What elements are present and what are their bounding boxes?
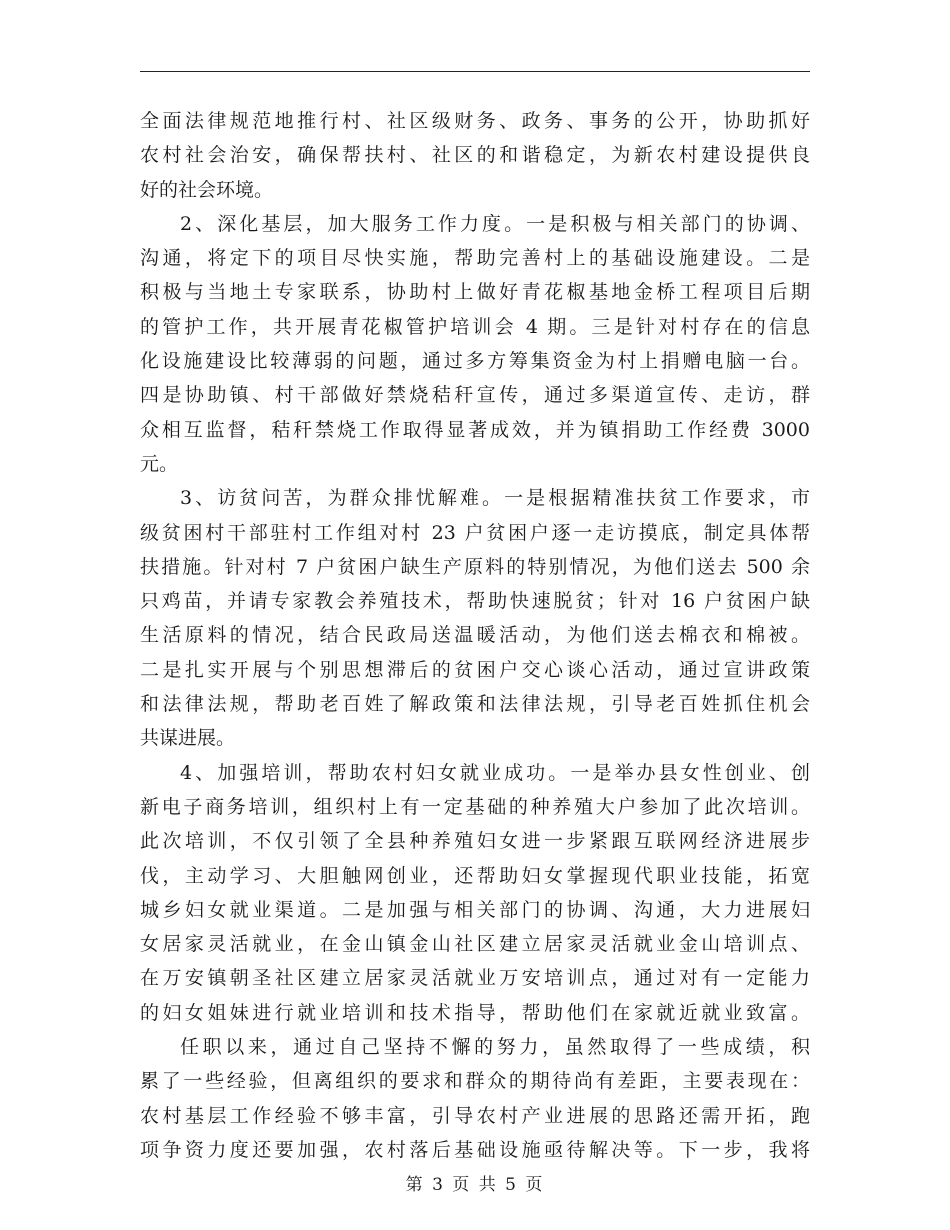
text-line: 化设施建设比较薄弱的问题，通过多方筹集资金为村上捐赠电脑一台。 <box>140 350 810 373</box>
text-line: 2、深化基层，加大服务工作力度。一是积极与相关部门的协调、 <box>180 212 810 235</box>
text-line: 城乡妇女就业渠道。二是加强与相关部门的协调、沟通，大力进展妇 <box>140 898 810 921</box>
text-line: 好的社会环境。 <box>140 178 274 201</box>
text-line: 任职以来，通过自己坚持不懈的努力，虽然取得了一些成绩，积 <box>180 1036 810 1059</box>
text-line: 农村社会治安，确保帮扶村、社区的和谐稳定，为新农村建设提供良 <box>140 144 810 167</box>
text-line: 3、访贫问苦，为群众排忧解难。一是根据精准扶贫工作要求，市 <box>180 487 810 510</box>
text-line: 全面法律规范地推行村、社区级财务、政务、事务的公开，协助抓好 <box>140 110 810 132</box>
text-line: 众相互监督，秸秆禁烧工作取得显著成效，并为镇捐助工作经费 3000 <box>140 418 810 441</box>
text-line: 扶措施。针对村 7 户贫困户缺生产原料的特别情况，为他们送去 500 余 <box>140 555 810 578</box>
text-line: 项争资力度还要加强，农村落后基础设施亟待解决等。下一步，我将 <box>140 1138 810 1161</box>
text-line: 累了一些经验，但离组织的要求和群众的期待尚有差距，主要表现在： <box>140 1070 810 1093</box>
text-line: 沟通，将定下的项目尽快实施，帮助完善村上的基础设施建设。二是 <box>140 247 810 270</box>
text-line: 元。 <box>140 452 179 475</box>
text-line: 的管护工作，共开展青花椒管护培训会 4 期。三是针对村存在的信息 <box>140 315 810 338</box>
text-line: 女居家灵活就业，在金山镇金山社区建立居家灵活就业金山培训点、 <box>140 933 810 956</box>
text-line: 级贫困村干部驻村工作组对村 23 户贫困户逐一走访摸底，制定具体帮 <box>140 521 810 544</box>
text-line: 共谋进展。 <box>140 727 236 750</box>
document-body <box>140 104 810 1167</box>
text-line: 此次培训，不仅引领了全县种养殖妇女进一步紧跟互联网经济进展步 <box>140 830 810 853</box>
text-line: 伐，主动学习、大胆触网创业，还帮助妇女掌握现代职业技能，拓宽 <box>140 864 810 887</box>
text-line: 4、加强培训，帮助农村妇女就业成功。一是举办县女性创业、创 <box>180 761 810 784</box>
text-line: 积极与当地土专家联系，协助村上做好青花椒基地金桥工程项目后期 <box>140 281 810 304</box>
text-line: 新电子商务培训，组织村上有一定基础的种养殖大户参加了此次培训。 <box>140 795 810 818</box>
header-rule <box>140 71 810 72</box>
text-line: 的妇女姐妹进行就业培训和技术指导，帮助他们在家就近就业致富。 <box>140 1001 810 1024</box>
page-number-footer: 第 3 页 共 5 页 <box>405 1175 545 1195</box>
text-line: 生活原料的情况，结合民政局送温暖活动，为他们送去棉衣和棉被。 <box>140 624 810 647</box>
text-line: 农村基层工作经验不够丰富，引导农村产业进展的思路还需开拓，跑 <box>140 1104 810 1127</box>
text-line: 只鸡苗，并请专家教会养殖技术，帮助快速脱贫；针对 16 户贫困户缺 <box>140 590 810 613</box>
text-line: 二是扎实开展与个别思想滞后的贫困户交心谈心活动，通过宣讲政策 <box>140 658 810 681</box>
text-line: 和法律法规，帮助老百姓了解政策和法律法规，引导老百姓抓住机会 <box>140 693 810 716</box>
text-line: 四是协助镇、村干部做好禁烧秸秆宣传，通过多渠道宣传、走访，群 <box>140 384 810 407</box>
text-line: 在万安镇朝圣社区建立居家灵活就业万安培训点，通过对有一定能力 <box>140 967 810 990</box>
